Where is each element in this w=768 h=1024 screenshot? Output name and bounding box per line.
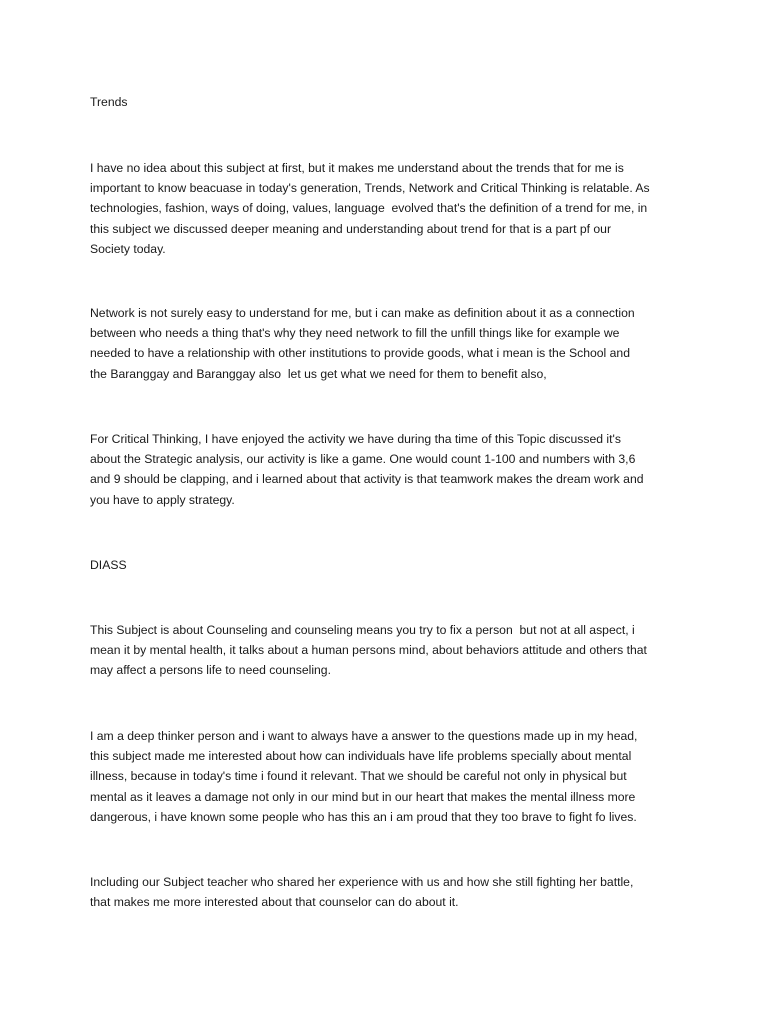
- heading-diass-text: DIASS: [90, 558, 127, 572]
- paragraph-line: technologies, fashion, ways of doing, values, language evolved that's the definition of a trend for me, in: [90, 201, 648, 216]
- paragraph-line: you have to apply strategy.: [90, 492, 235, 507]
- paragraph-line: that makes me more interested about that counselor can do about it.: [90, 895, 459, 910]
- paragraph-line: this subject we discussed deeper meaning and understanding about trend for that is a part pf our: [90, 221, 612, 236]
- paragraph-line: the Baranggay and Baranggay also let us get what we need for them to benefit also,: [90, 366, 547, 381]
- paragraph-counseling: [90, 620, 680, 681]
- paragraph-line: illness, because in today's time i found it relevant. That we should be careful not only in physical but: [90, 769, 627, 784]
- heading-diass: [90, 555, 680, 575]
- paragraph-line: This Subject is about Counseling and counseling means you try to fix a person but not at all aspect, i: [90, 623, 635, 637]
- paragraph-critical-thinking: [90, 429, 680, 510]
- paragraph-trends: [90, 158, 680, 259]
- paragraph-line: may affect a persons life to need counseling.: [90, 663, 331, 678]
- paragraph-line: For Critical Thinking, I have enjoyed the activity we have during tha time of this Topic discussed it's: [90, 432, 621, 446]
- paragraph-line: I have no idea about this subject at first, but it makes me understand about the trends that for me is: [90, 161, 624, 175]
- heading-trends: [90, 92, 680, 112]
- paragraph-line: mean it by mental health, it talks about a human persons mind, about behaviors attitude and others that: [90, 643, 647, 658]
- paragraph-subject-teacher: [90, 872, 680, 912]
- paragraph-line: Including our Subject teacher who shared her experience with us and how she still fighting her battle,: [90, 875, 634, 889]
- paragraph-line: needed to have a relationship with other institutions to provide goods, what i mean is the School and: [90, 346, 630, 361]
- paragraph-line: about the Strategic analysis, our activity is like a game. One would count 1-100 and numbers with 3,6: [90, 452, 636, 467]
- paragraph-line: between who needs a thing that's why they need network to fill the unfill things like for example we: [90, 326, 620, 341]
- paragraph-line: Society today.: [90, 241, 166, 256]
- paragraph-line: this subject made me interested about how can individuals have life problems specially about mental: [90, 749, 632, 764]
- paragraph-line: dangerous, i have known some people who has this an i am proud that they too brave to fight fo lives.: [90, 809, 637, 824]
- paragraph-network: [90, 303, 680, 384]
- paragraph-line: mental as it leaves a damage not only in our mind but in our heart that makes the mental illness more: [90, 789, 636, 804]
- paragraph-line: and 9 should be clapping, and i learned about that activity is that teamwork makes the dream work and: [90, 472, 644, 487]
- paragraph-line: I am a deep thinker person and i want to always have a answer to the questions made up in my head,: [90, 729, 638, 743]
- paragraph-line: important to know beacuase in today's generation, Trends, Network and Critical Thinking is relatable. As: [90, 181, 650, 196]
- paragraph-line: Network is not surely easy to understand for me, but i can make as definition about it as a connection: [90, 306, 635, 320]
- paragraph-deep-thinker: [90, 726, 680, 827]
- heading-trends-text: Trends: [90, 95, 128, 109]
